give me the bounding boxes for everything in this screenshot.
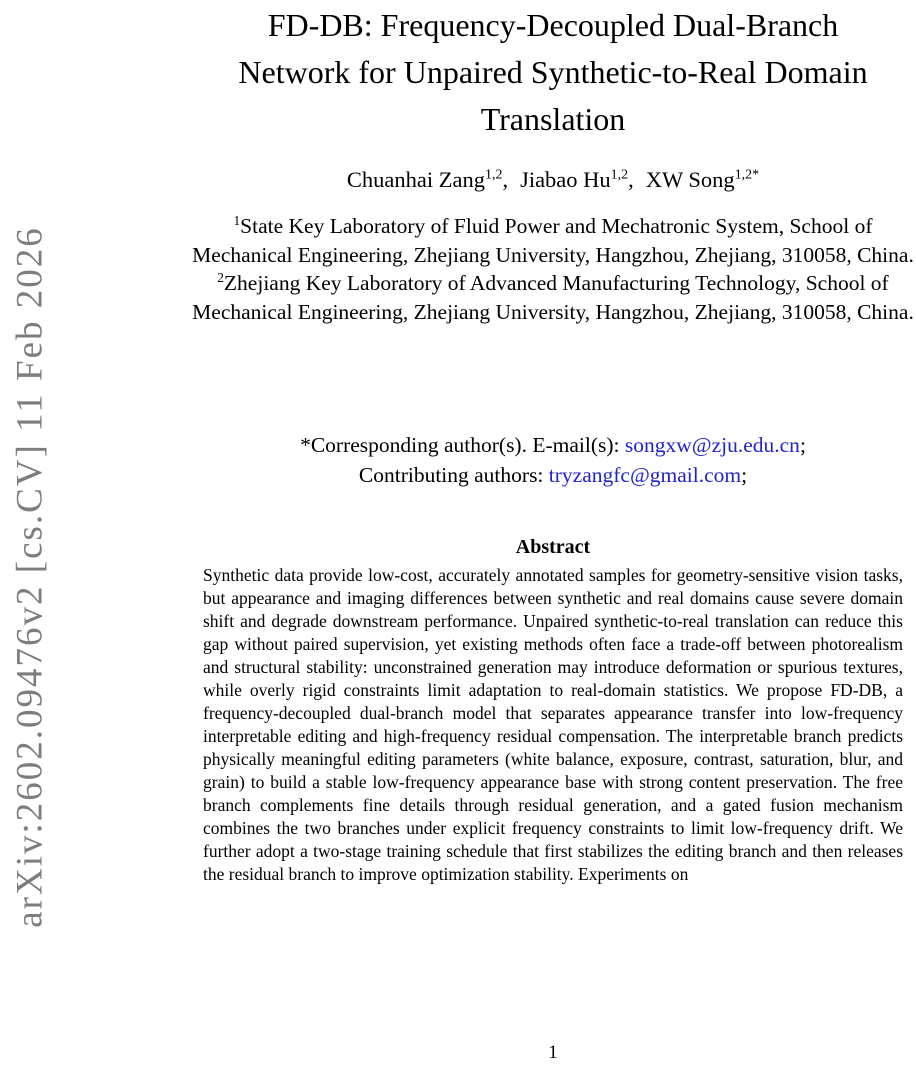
author-1-name: Chuanhai Zang — [346, 167, 486, 192]
title-line-2: Network for Unpaired Synthetic-to-Real Domain — [238, 54, 868, 90]
author-3-affiliation-marker: 1,2* — [734, 167, 760, 183]
abstract-text: Synthetic data provide low-cost, accurately annotated samples for geometry-sensitive vision tasks, but appearance and imaging differences between synthetic and real domains cause severe domain shift and degrade downstream performance. Unpaired synthetic-to-real translation can reduce this gap without paired supervision, yet existing methods often face a trade-off between photorealism and structural stability: unconstrained generation may introduce deformation or spurious textures, while overly rigid constraints limit adaptation to real-domain statistics. We propose FD-DB, a frequency-decoupled dual-branch model that separates appearance transfer into low-frequency interpretable editing and high-frequency residual compensation. The interpretable branch predicts physically meaningful editing parameters (white balance, exposure, contrast, saturation, blur, and grain) to build a stable low-frequency appearance base with strong content preservation. The free branch complements fine details through residual generation, and a gated fusion mechanism combines the two branches under explicit frequency constraints to limit low-frequency drift. We further adopt a two-stage training schedule that first stabilizes the editing branch and then releases the residual branch to improve optimization stability. Experiments on — [203, 565, 903, 884]
paper-title — [190, 2, 916, 143]
title-line-3: Translation — [480, 101, 626, 137]
paper-page — [190, 0, 916, 1076]
affiliation-1-marker: 1 — [233, 212, 241, 228]
abstract-heading: Abstract — [515, 536, 591, 558]
contributing-prefix: Contributing authors: — [358, 463, 549, 487]
arxiv-stamp: arXiv:2602.09476v2 [cs.CV] 11 Feb 2026 — [9, 226, 51, 928]
author-list — [190, 167, 916, 193]
affiliation-2 — [183, 269, 916, 326]
affiliation-2-text: Zhejiang Key Laboratory of Advanced Manufacturing Technology, School of Mechanical Engineering, Zhejiang University, Hangzhou, Zhejiang, 310058, China. — [192, 271, 914, 324]
corresponding-prefix: *Corresponding author(s). E-mail(s): — [300, 433, 625, 457]
corresponding-suffix: ; — [799, 433, 806, 457]
title-line-1: FD-DB: Frequency-Decoupled Dual-Branch — [267, 7, 839, 43]
contributing-authors-line — [190, 460, 916, 490]
author-2-name: Jiabao Hu — [520, 167, 611, 192]
page-number: 1 — [548, 1042, 558, 1063]
affiliation-2-marker: 2 — [217, 269, 224, 285]
author-separator: , — [502, 167, 509, 192]
corresponding-author-line — [190, 430, 916, 460]
author-3-name: XW Song — [645, 167, 735, 192]
author-3 — [646, 167, 759, 192]
author-2 — [520, 167, 646, 192]
contact-block — [190, 430, 916, 490]
affiliation-1-text: State Key Laboratory of Fluid Power and Mechatronic System, School of Mechanical Engineering, Zhejiang University, Hangzhou, Zhejiang, 310058, China. — [192, 214, 914, 267]
contributing-email-link[interactable]: tryzangfc@gmail.com — [548, 463, 742, 487]
affiliations — [183, 212, 916, 326]
affiliation-1 — [183, 212, 916, 269]
author-1 — [347, 167, 520, 192]
author-separator: , — [628, 167, 634, 192]
corresponding-email-link[interactable]: songxw@zju.edu.cn — [624, 433, 800, 457]
contributing-suffix: ; — [741, 463, 748, 487]
author-1-affiliation-marker: 1,2 — [485, 167, 503, 183]
author-2-affiliation-marker: 1,2 — [610, 167, 629, 183]
